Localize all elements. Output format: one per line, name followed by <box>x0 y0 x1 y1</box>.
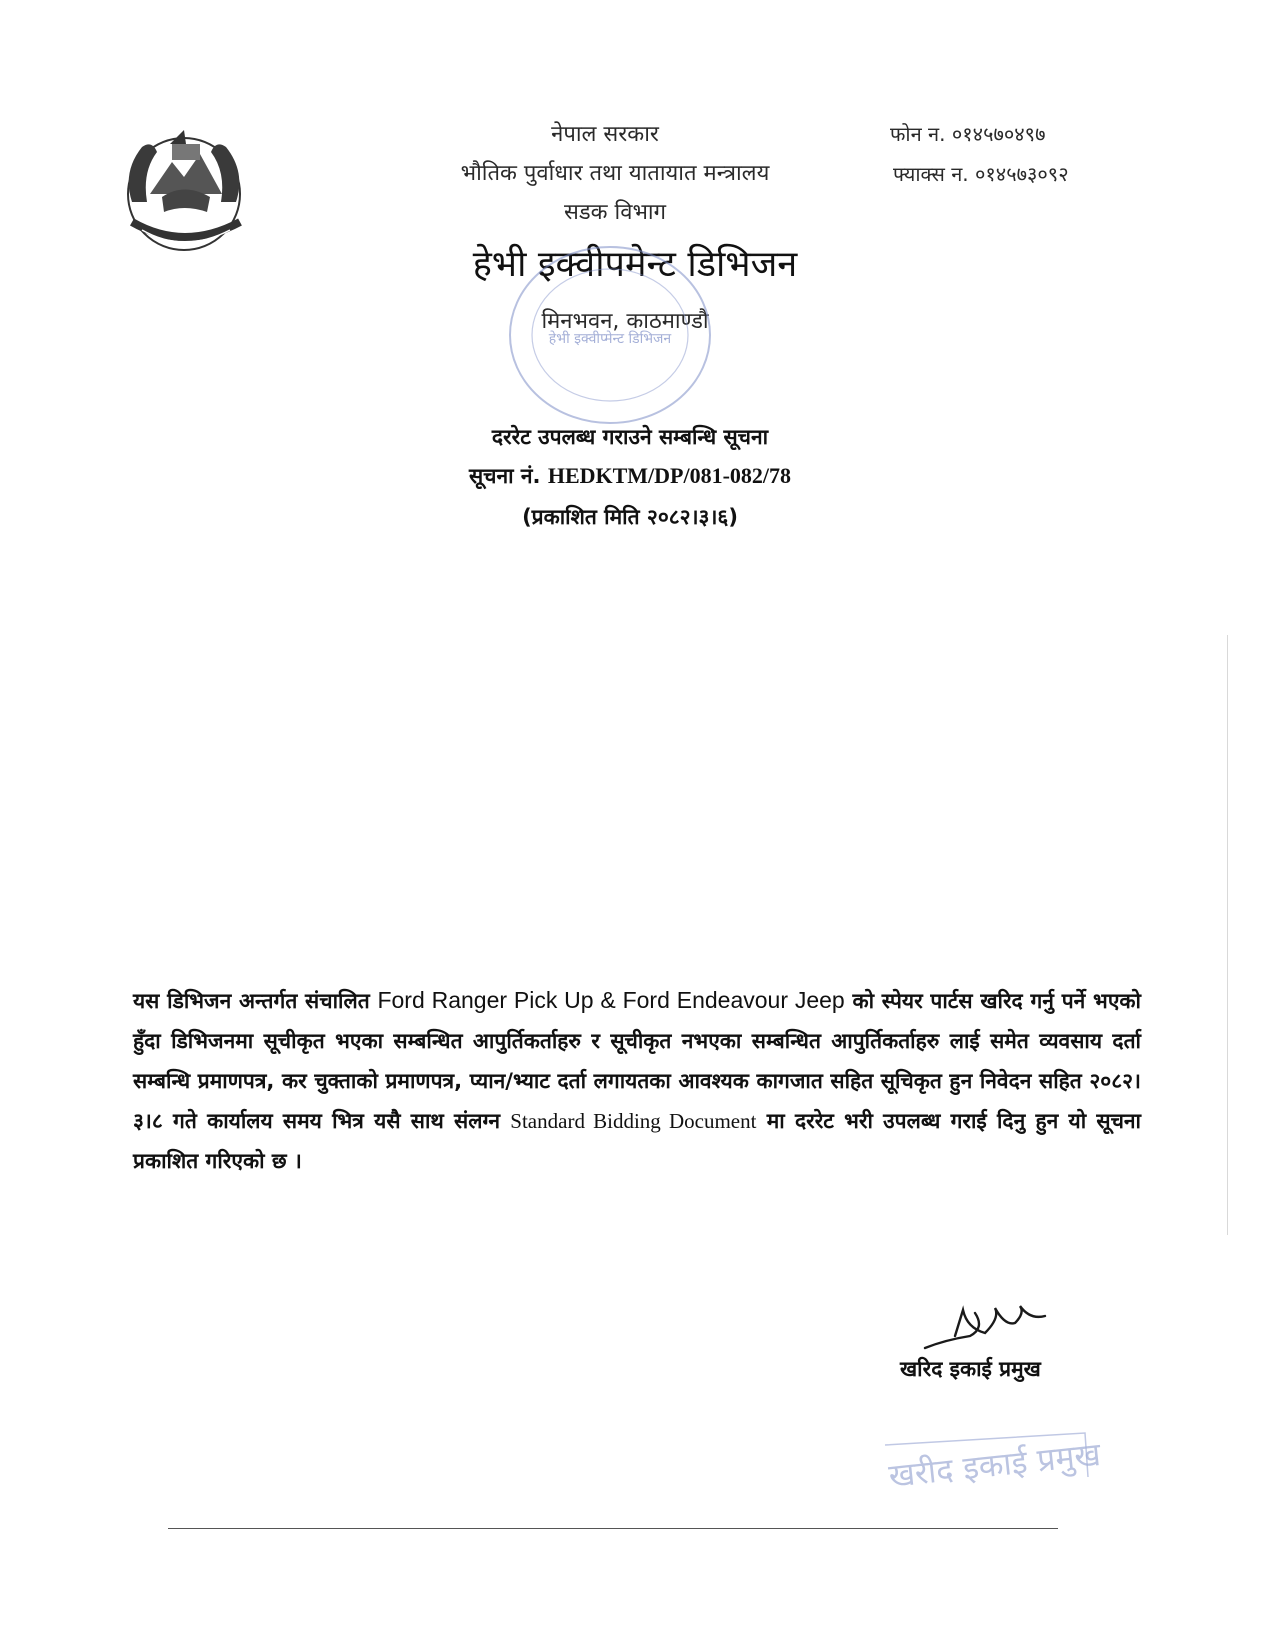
notice-number-prefix: सूचना नं. <box>468 464 541 488</box>
body-part-1: यस डिभिजन अन्तर्गत संचालित <box>133 989 370 1013</box>
ministry-name: भौतिक पुर्वाधार तथा यातायात मन्त्रालय <box>460 161 770 186</box>
nepal-emblem-icon <box>112 122 262 262</box>
body-part-2: को स्पेयर पार्टस खरिद गर्नु पर्ने भएको हुँदा डिभिजनमा सूचीकृत भएका सम्बन्धित आपुर्तिकर्ताहरु र सूचीकृत नभएका सम्बन्धित आपुर्तिकर्ताहरु लाई समेत व्यवसाय दर्ता सम्बन्धि प्रमाणपत्र, कर चुक्ताको प्रमाणपत्र, प्यान/भ्याट दर्ता लगायतका आवश्यक कागजात सहित सूचिकृत हुन निवेदन सहित २०८२।३।८ गते कार्यालय समय भित्र यसै साथ संलग्न <box>133 989 1141 1133</box>
procurement-head-stamp-icon <box>860 1425 1150 1505</box>
svg-text:हेभी इक्वीप्मेन्ट डिभिजन: हेभी इक्वीप्मेन्ट डिभिजन <box>548 331 672 347</box>
phone-number: फोन न. ०१४५७०४९७ <box>890 122 1046 146</box>
handwritten-signature <box>915 1298 1065 1358</box>
scan-edge-line <box>1227 635 1228 1235</box>
svg-text:खरीद इकाई प्रमुख: खरीद इकाई प्रमुख <box>886 1434 1103 1495</box>
notice-body <box>133 980 1141 1181</box>
body-part-3: मा दररेट भरी उपलब्ध गराई दिनु हुन यो सूचना प्रकाशित गरिएको छ । <box>133 1109 1142 1173</box>
office-address: मिनभवन, काठमाण्डौ <box>541 309 709 334</box>
signer-title: खरिद इकाई प्रमुख <box>900 1357 1041 1381</box>
office-seal-icon <box>495 235 725 435</box>
footer-divider <box>168 1528 1058 1529</box>
government-name: नेपाल सरकार <box>551 122 659 147</box>
body-vehicles: Ford Ranger Pick Up & Ford Endeavour Jeep <box>377 987 845 1013</box>
fax-number: फ्याक्स न. ०१४५७३०९२ <box>893 162 1069 186</box>
notice-number-ref: HEDKTM/DP/081-082/78 <box>547 463 792 488</box>
department-name: सडक विभाग <box>563 200 666 225</box>
body-document-name: Standard Bidding Document <box>510 1109 757 1133</box>
notice-published-date: (प्रकाशित मिति २०८२।३।६) <box>522 505 738 529</box>
notice-number <box>420 462 840 490</box>
division-name: हेभी इक्वीपमेन्ट डिभिजन <box>472 244 798 285</box>
notice-title: दररेट उपलब्ध गराउने सम्बन्धि सूचना <box>491 425 769 449</box>
